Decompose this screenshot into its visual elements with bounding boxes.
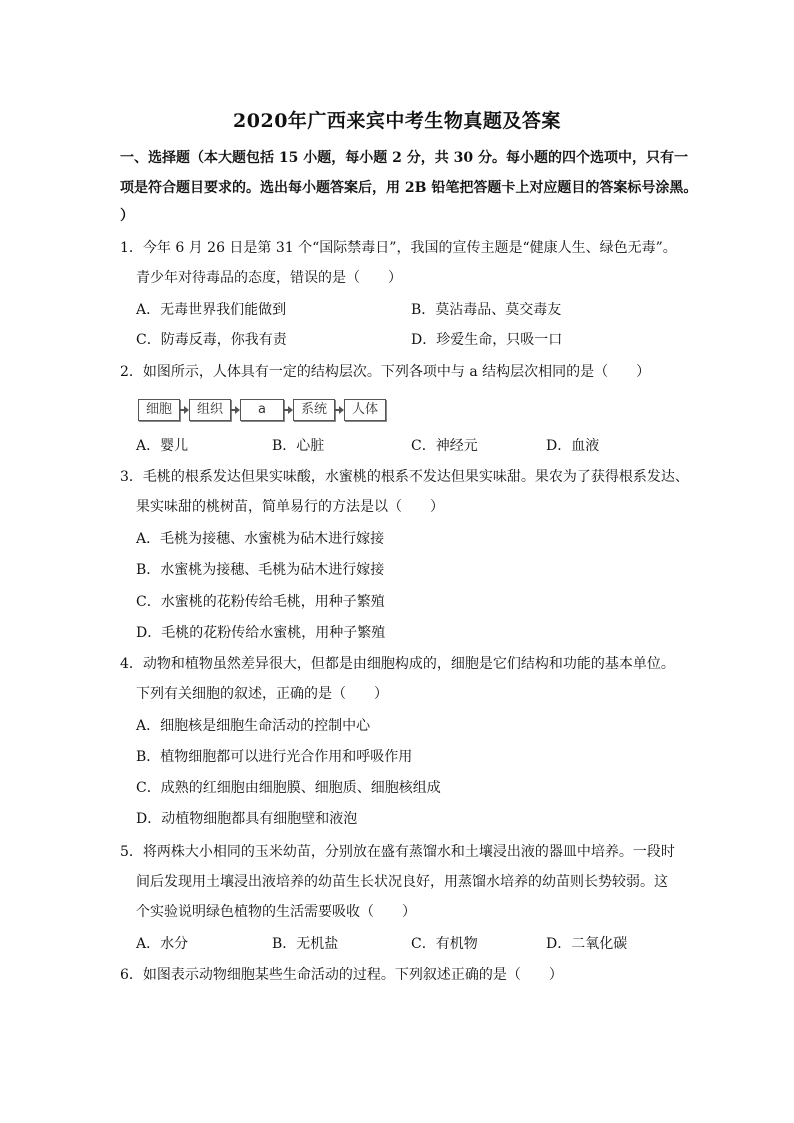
section-heading-line-1: 一、选择题（本大题包括 15 小题，每小题 2 分，共 30 分。每小题的四个选项中，只有一 [120, 150, 688, 166]
question-1-stem-cont: 青少年对待毒品的态度，错误的是（ ） [136, 270, 402, 286]
diagram-box-tissue: 组织 [189, 399, 231, 421]
question-1-option-a: A．无毒世界我们能做到 [136, 302, 287, 318]
question-4-option-b: B．植物细胞都可以进行光合作用和呼吸作用 [136, 749, 413, 765]
question-5-stem-cont-1: 间后发现用土壤浸出液培养的幼苗生长状况良好，用蒸馏水培养的幼苗则长势较弱。这 [136, 874, 668, 890]
question-1-option-c: C．防毒反毒，你我有责 [136, 332, 287, 348]
diagram-box-cell: 细胞 [138, 399, 180, 421]
question-2-option-c: C．神经元 [411, 438, 478, 454]
question-5-option-b: B．无机盐 [272, 936, 339, 952]
question-5-option-c: C．有机物 [411, 936, 478, 952]
question-3-option-d: D．毛桃的花粉传给水蜜桃，用种子繁殖 [136, 625, 386, 641]
question-2-option-b: B．心脏 [272, 438, 325, 454]
question-3-option-a: A．毛桃为接穗、水蜜桃为砧木进行嫁接 [136, 531, 385, 547]
question-2-stem: 2．如图所示，人体具有一定的结构层次。下列各项中与 a 结构层次相同的是（ ） [120, 364, 651, 380]
question-1-option-b: B．莫沾毒品、莫交毒友 [411, 302, 562, 318]
question-3-option-b: B．水蜜桃为接穗、毛桃为砧木进行嫁接 [136, 562, 385, 578]
arrow-icon [284, 405, 293, 415]
question-4-option-a: A．细胞核是细胞生命活动的控制中心 [136, 718, 371, 734]
question-6-stem: 6．如图表示动物细胞某些生命活动的过程。下列叙述正确的是（ ） [120, 967, 563, 983]
question-2-option-a: A．婴儿 [136, 438, 189, 454]
question-5-stem-cont-2: 个实验说明绿色植物的生活需要吸收（ ） [136, 904, 416, 920]
diagram-box-body: 人体 [344, 399, 386, 421]
question-3-option-c: C．水蜜桃的花粉传给毛桃，用种子繁殖 [136, 594, 385, 610]
diagram-box-system: 系统 [293, 399, 335, 421]
question-5-option-d: D．二氧化碳 [546, 936, 628, 952]
arrow-icon [231, 405, 240, 415]
question-1-stem: 1．今年 6 月 26 日是第 31 个“国际禁毒日”，我国的宣传主题是“健康人生、绿色无毒”。 [120, 240, 677, 256]
question-4-stem-cont: 下列有关细胞的叙述，正确的是（ ） [136, 686, 388, 702]
section-heading-line-3: ） [120, 208, 134, 224]
question-1-option-d: D．珍爱生命，只吸一口 [411, 332, 563, 348]
structure-level-diagram [138, 398, 386, 422]
question-4-stem: 4．动物和植物虽然差异很大，但都是由细胞构成的，细胞是它们结构和功能的基本单位。 [120, 656, 675, 672]
document-title: 2020年广西来宾中考生物真题及答案 [233, 110, 561, 132]
question-5-option-a: A．水分 [136, 936, 189, 952]
arrow-icon [180, 405, 189, 415]
question-4-option-d: D．动植物细胞都具有细胞壁和液泡 [136, 811, 358, 827]
question-3-stem: 3．毛桃的根系发达但果实味酸，水蜜桃的根系不发达但果实味甜。果农为了获得根系发达、 [120, 469, 689, 485]
diagram-box-a: a [240, 399, 284, 421]
question-5-stem: 5．将两株大小相同的玉米幼苗，分别放在盛有蒸馏水和土壤浸出液的器皿中培养。一段时 [120, 844, 675, 860]
section-heading-line-2: 项是符合题目要求的。选出每小题答案后，用 2B 铅笔把答题卡上对应题目的答案标号涂黑。 [120, 180, 698, 196]
question-3-stem-cont: 果实味甜的桃树苗，简单易行的方法是以（ ） [136, 499, 444, 515]
arrow-icon [335, 405, 344, 415]
question-2-option-d: D．血液 [546, 438, 600, 454]
question-4-option-c: C．成熟的红细胞由细胞膜、细胞质、细胞核组成 [136, 780, 441, 796]
